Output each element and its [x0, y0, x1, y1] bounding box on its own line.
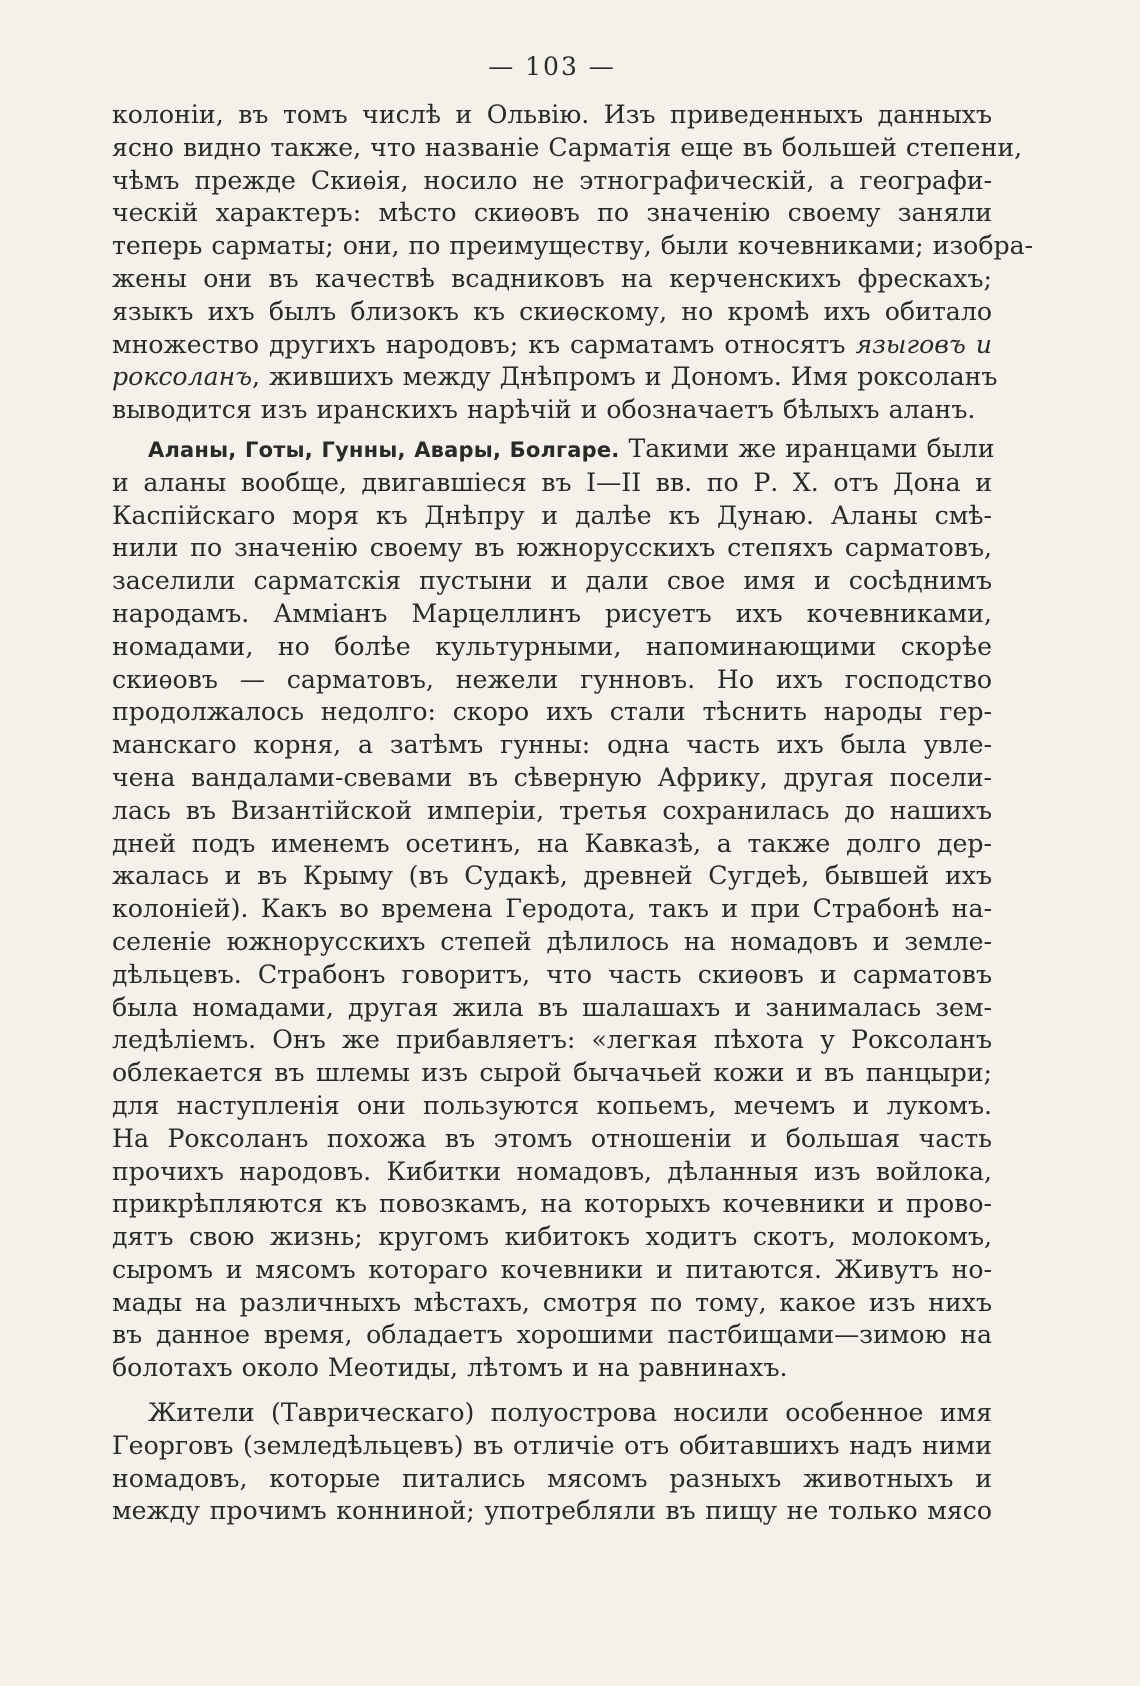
text-line: теперь сарматы; они, по преимуществу, были кочевниками; изобра- — [112, 231, 1034, 261]
text-line: скиѳовъ — сарматовъ, нежели гунновъ. Но ихъ господство — [112, 664, 992, 694]
text-line: колоніи, въ томъ числѣ и Ольвію. Изъ приведенныхъ данныхъ — [112, 100, 992, 129]
page-number: — 103 — — [488, 52, 616, 81]
text-line: Каспійскаго моря къ Днѣпру и далѣе къ Дунаю. Аланы смѣ- — [112, 500, 992, 530]
paragraph-1 — [112, 99, 1034, 427]
text-line: дятъ свою жизнь; кругомъ кибитокъ ходитъ скотъ, молокомъ, — [112, 1222, 992, 1252]
text-line: жалась и въ Крыму (въ Судакѣ, древней Сугдеѣ, бывшей ихъ — [112, 861, 992, 891]
text-line: манскаго корня, а затѣмъ гунны: одна часть ихъ была увле- — [112, 730, 992, 760]
text-line: номадовъ, которые питались мясомъ разныхъ животныхъ и — [112, 1463, 992, 1493]
text-line: облекается въ шлемы изъ сырой бычачьей кожи и въ панцыри; — [112, 1058, 992, 1088]
text-line: была номадами, другая жила въ шалашахъ и занималась зем- — [112, 992, 992, 1022]
text-line: продолжалось недолго: скоро ихъ стали тѣснить народы гер- — [112, 697, 992, 727]
text-line: чена вандалами-свевами въ сѣверную Африку, другая посели- — [112, 762, 992, 792]
text-line: заселили сарматскія пустыни и дали свое имя и сосѣднимъ — [112, 566, 992, 596]
text-line: дней подъ именемъ осетинъ, на Кавказѣ, а также долго дер- — [112, 828, 992, 858]
book-page — [112, 52, 1034, 1652]
text-line: народамъ. Амміанъ Марцеллинъ рисуетъ ихъ кочевниками, — [112, 598, 992, 628]
text-line: въ данное время, обладаетъ хорошими пастбищами—зимою на — [112, 1320, 992, 1350]
text-line: нили по значенію своему въ южнорусскихъ степяхъ сарматовъ, — [112, 533, 992, 563]
text-line: дѣльцевъ. Страбонъ говоритъ, что часть скиѳовъ и сарматовъ — [112, 959, 992, 989]
text-line: ледѣліемъ. Онъ же прибавляетъ: «легкая пѣхота у Роксоланъ — [112, 1025, 992, 1055]
text-line: номадами, но болѣе культурными, напоминающими скорѣе — [112, 631, 992, 661]
text-line: ясно видно также, что названіе Сарматія еще въ большей степени, — [112, 132, 1023, 162]
text-line: прикрѣпляются къ повозкамъ, на которыхъ кочевники и прово- — [112, 1189, 992, 1219]
text-line: чѣмъ прежде Скиѳія, носило не этнографическій, а географи- — [112, 165, 992, 195]
text-line — [112, 329, 992, 362]
text-line — [112, 361, 998, 394]
paragraph-3 — [112, 1397, 992, 1528]
text-line: Жители (Таврическаго) полуострова носили особенное имя — [148, 1398, 992, 1428]
text-line: жены они въ качествѣ всадниковъ на керченскихъ фрескахъ; — [112, 263, 992, 293]
section-run-in-heading: Аланы, Готы, Гунны, Авары, Болгаре. — [148, 437, 620, 462]
italic-term: языговъ и — [855, 329, 992, 359]
text-line: ческій характеръ: мѣсто скиѳовъ по значенію своему заняли — [112, 198, 992, 228]
text-segment: Такими же иранцами были — [619, 433, 995, 463]
text-segment: множество другихъ народовъ; къ сарматамъ относятъ — [112, 329, 846, 359]
text-line: Георговъ (земледѣльцевъ) въ отличіе отъ обитавшихъ надъ ними — [112, 1430, 992, 1460]
text-line: болотахъ около Меотиды, лѣтомъ и на равнинахъ. — [112, 1353, 788, 1383]
text-line: мады на различныхъ мѣстахъ, смотря по тому, какое изъ нихъ — [112, 1287, 992, 1317]
text-segment: , жившихъ между Днѣпромъ и Дономъ. Имя роксоланъ — [252, 362, 998, 392]
text-line: На Роксоланъ похожа въ этомъ отношеніи и большая часть — [112, 1123, 992, 1153]
text-line: селеніе южнорусскихъ степей дѣлилось на номадовъ и земле- — [112, 926, 992, 956]
text-line: сыромъ и мясомъ котораго кочевники и питаются. Живутъ но- — [112, 1254, 992, 1284]
text-line: для наступленія они пользуются копьемъ, мечемъ и лукомъ. — [112, 1090, 992, 1120]
paragraph-2 — [112, 433, 995, 1385]
text-line: языкъ ихъ былъ близокъ къ скиѳскому, но кромѣ ихъ обитало — [112, 296, 992, 326]
text-line: выводится изъ иранскихъ нарѣчій и обозначаетъ бѣлыхъ аланъ. — [112, 395, 976, 425]
text-line: колоніей). Какъ во времена Геродота, такъ и при Страбонѣ на- — [112, 894, 992, 924]
text-line: и аланы вообще, двигавшіеся въ I—II вв. по Р. Х. отъ Дона и — [112, 467, 992, 497]
text-line: лась въ Византійской имперіи, третья сохранилась до нашихъ — [112, 795, 992, 825]
text-line: прочихъ народовъ. Кибитки номадовъ, дѣланныя изъ войлока, — [112, 1156, 992, 1186]
italic-term: роксоланъ — [112, 362, 253, 392]
text-line — [112, 433, 995, 467]
text-line: между прочимъ конниной; употребляли въ пищу не только мясо — [112, 1496, 992, 1526]
